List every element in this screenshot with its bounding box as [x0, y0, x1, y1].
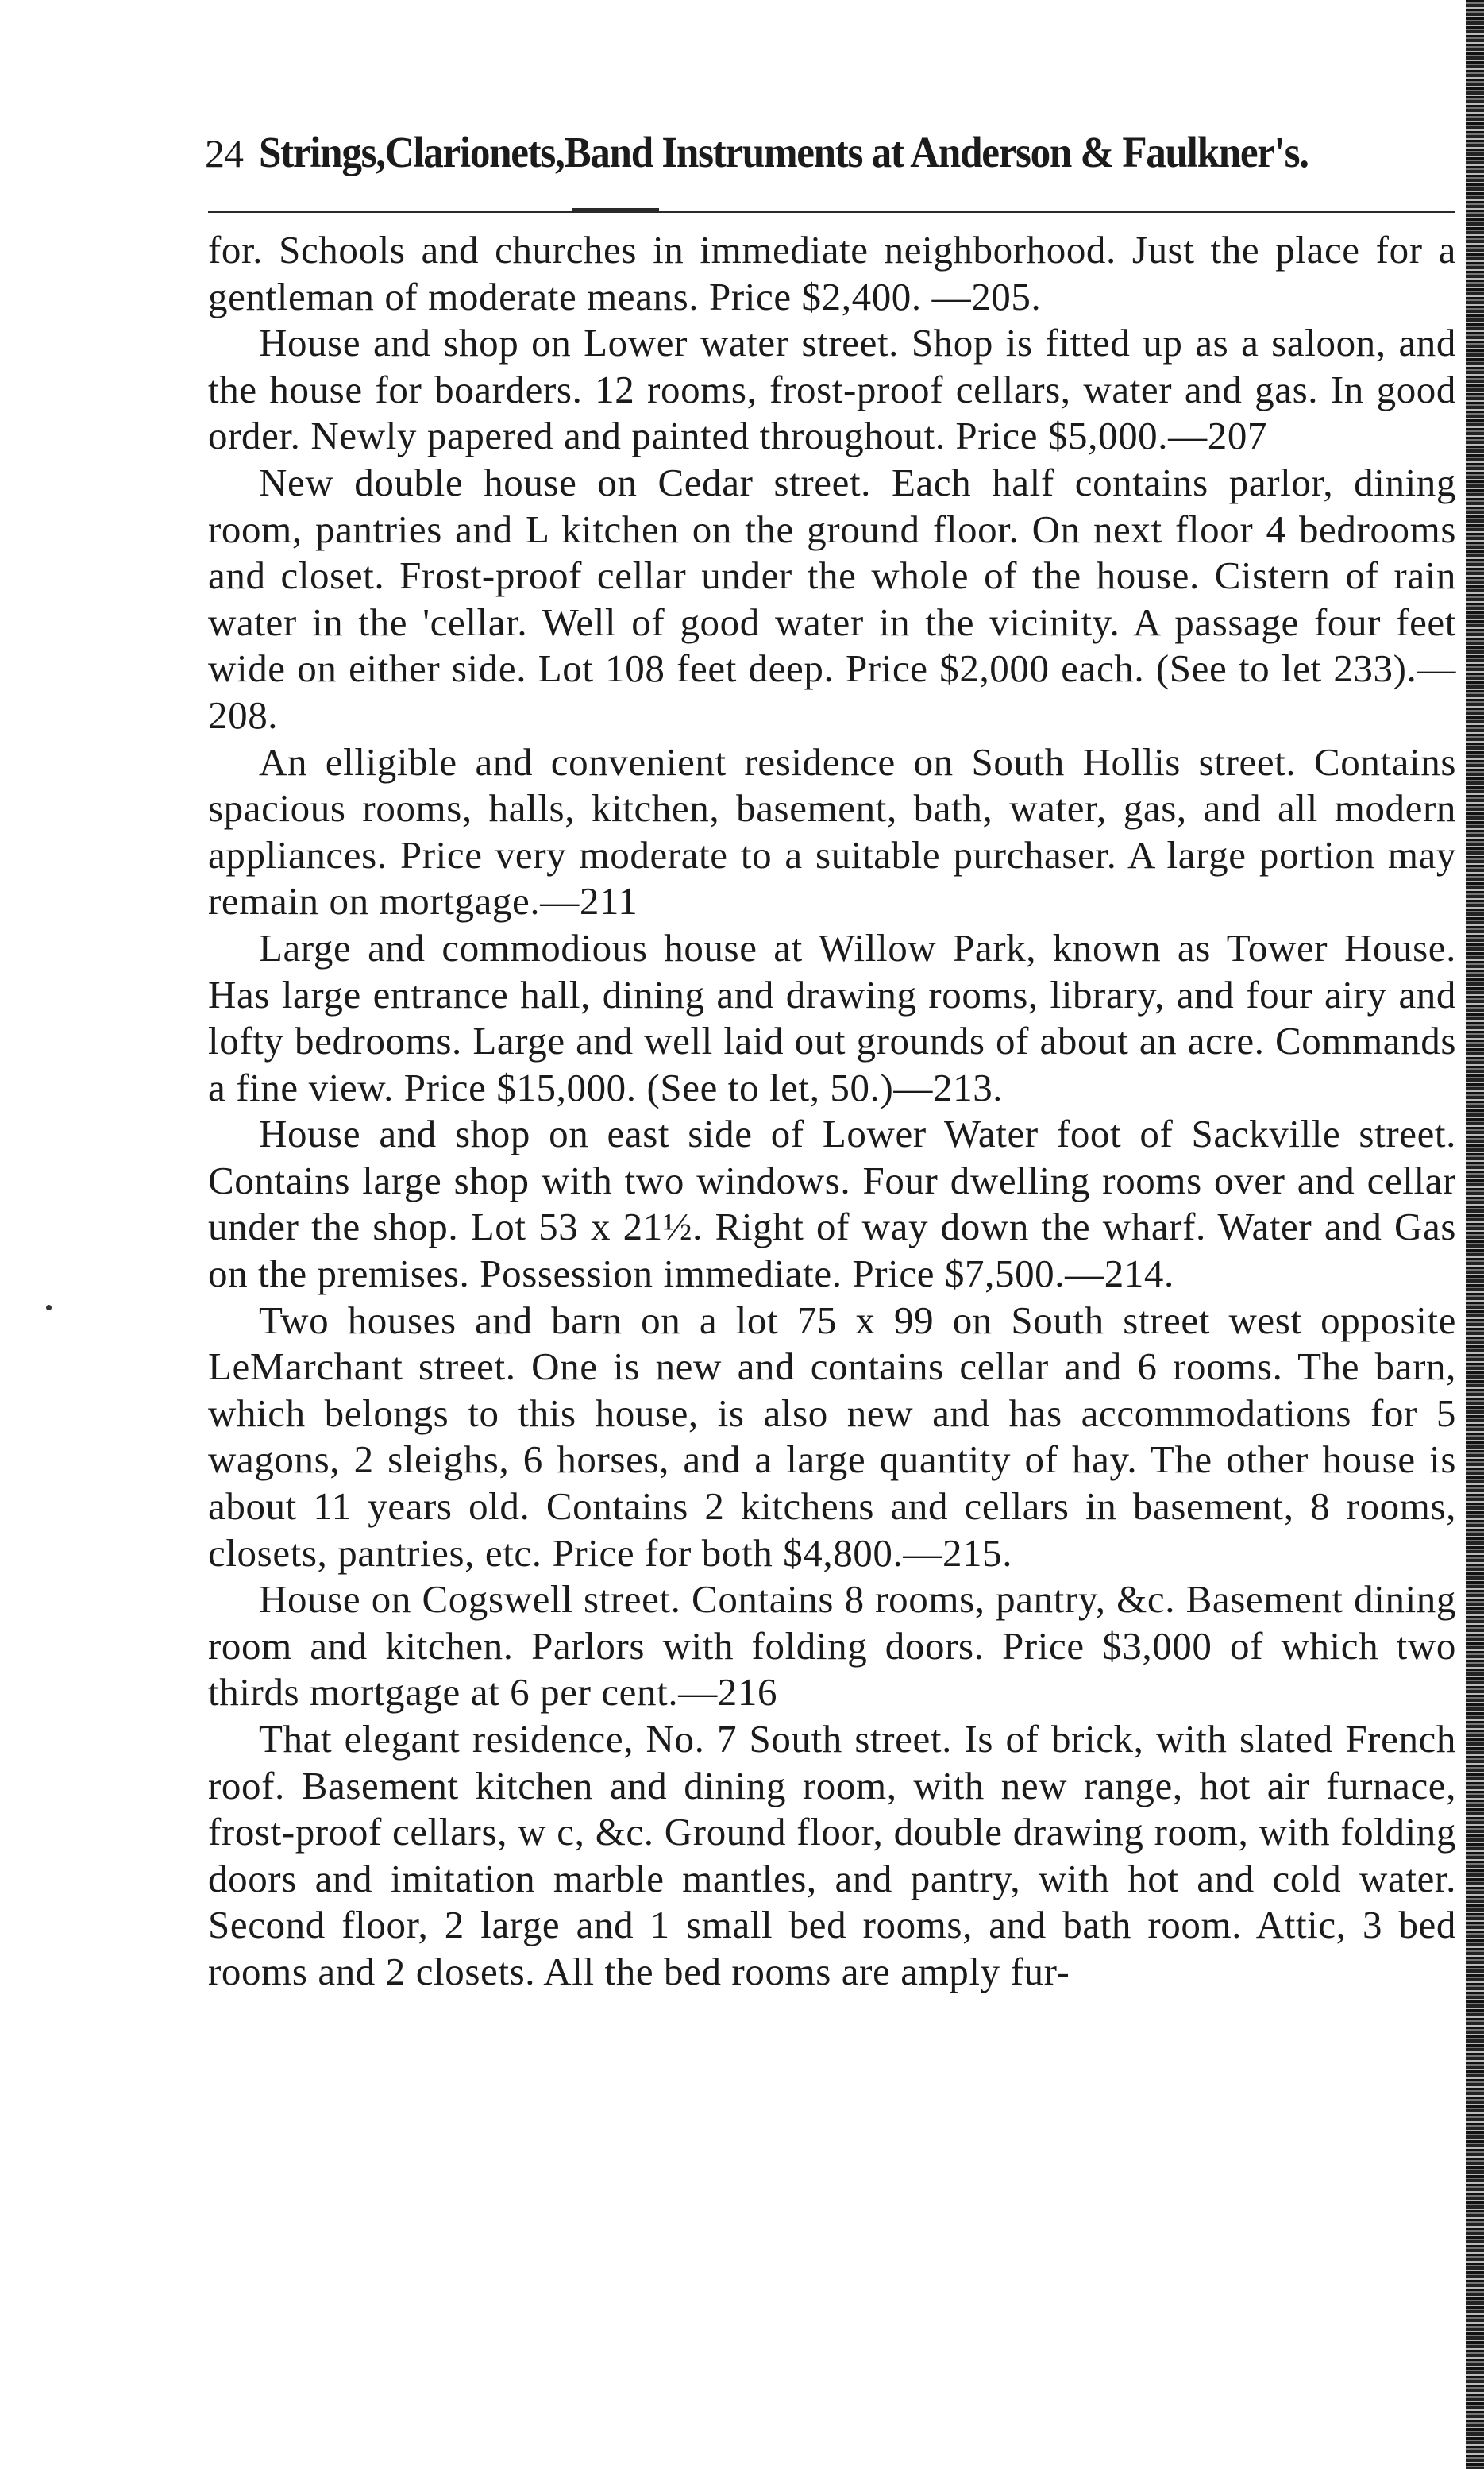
page-header — [205, 127, 1459, 191]
listing-entry-205: for. Schools and churches in immediate neighborhood. Just the place for a gentleman of moderate means. Price $2,400. —205. — [208, 228, 1456, 318]
running-title: Strings,Clarionets,Band Instruments at Anderson & Faulkner's. — [259, 128, 1309, 176]
listing-entry-207: House and shop on Lower water street. Shop is fitted up as a saloon, and the house for boarders. 12 rooms, frost-proof cellars, water and gas. In good order. Newly papered and painted throughout. Price $5,000.—207 — [208, 321, 1456, 458]
header-rule-mark — [572, 208, 659, 211]
listing-entry-215: Two houses and barn on a lot 75 x 99 on South street west opposite LeMarchant street. One is new and contains cellar and 6 rooms. The barn, which belongs to this house, is also new and has accommodations for 5 wagons, 2 sleighs, 6 horses, and a large quantity of hay. The other house is about 11 years old. Contains 2 kitchens and cellars in basement, 8 rooms, closets, pantries, etc. Price for both $4,800.—215. — [208, 1298, 1456, 1575]
page-number: 24 — [205, 131, 243, 176]
listing-entry-216: House on Cogswell street. Contains 8 rooms, pantry, &c. Basement dining room and kitchen. Parlors with folding doors. Price $3,000 of which two thirds mortgage at 6 per cent.—216 — [208, 1577, 1456, 1715]
header-rule — [208, 211, 1455, 213]
listing-entry-208: New double house on Cedar street. Each half contains parlor, dining room, pantries and L kitchen on the ground floor. On next floor 4 bedrooms and closet. Frost-proof cellar under the whole of the house. Cistern of rain water in the 'cellar. Well of good water in the vicinity. A passage four feet wide on either side. Lot 108 feet deep. Price $2,000 each. (See to let 233).—208. — [208, 460, 1456, 737]
listing-entry-213: Large and commodious house at Willow Park, known as Tower House. Has large entrance hall, dining and drawing rooms, library, and four airy and lofty bedrooms. Large and well laid out grounds of about an acre. Commands a fine view. Price $15,000. (See to let, 50.)—213. — [208, 925, 1456, 1109]
listing-entry-211: An elligible and convenient residence on South Hollis street. Contains spacious rooms, halls, kitchen, basement, bath, water, gas, and all modern appliances. Price very moderate to a suitable purchaser. A large portion may remain on mortgage.—211 — [208, 739, 1456, 924]
page-binding-edge — [1466, 0, 1484, 2469]
ink-speck — [46, 1305, 52, 1310]
listing-entry-south-street: That elegant residence, No. 7 South street. Is of brick, with slated French roof. Basement kitchen and dining room, with new range, hot air furnace, frost-proof cellars, w c, &c. Ground floor, double drawing room, with folding doors and imitation marble mantles, and pantry, with hot and cold water. Second floor, 2 large and 1 small bed rooms, and bath room. Attic, 3 bed rooms and 2 closets. All the bed rooms are amply fur- — [208, 1717, 1456, 1993]
listing-entry-214: House and shop on east side of Lower Water foot of Sackville street. Contains large shop with two windows. Four dwelling rooms over and cellar under the shop. Lot 53 x 21½. Right of way down the wharf. Water and Gas on the premises. Possession immediate. Price $7,500.—214. — [208, 1112, 1456, 1296]
listing-text-body — [208, 227, 1456, 1996]
